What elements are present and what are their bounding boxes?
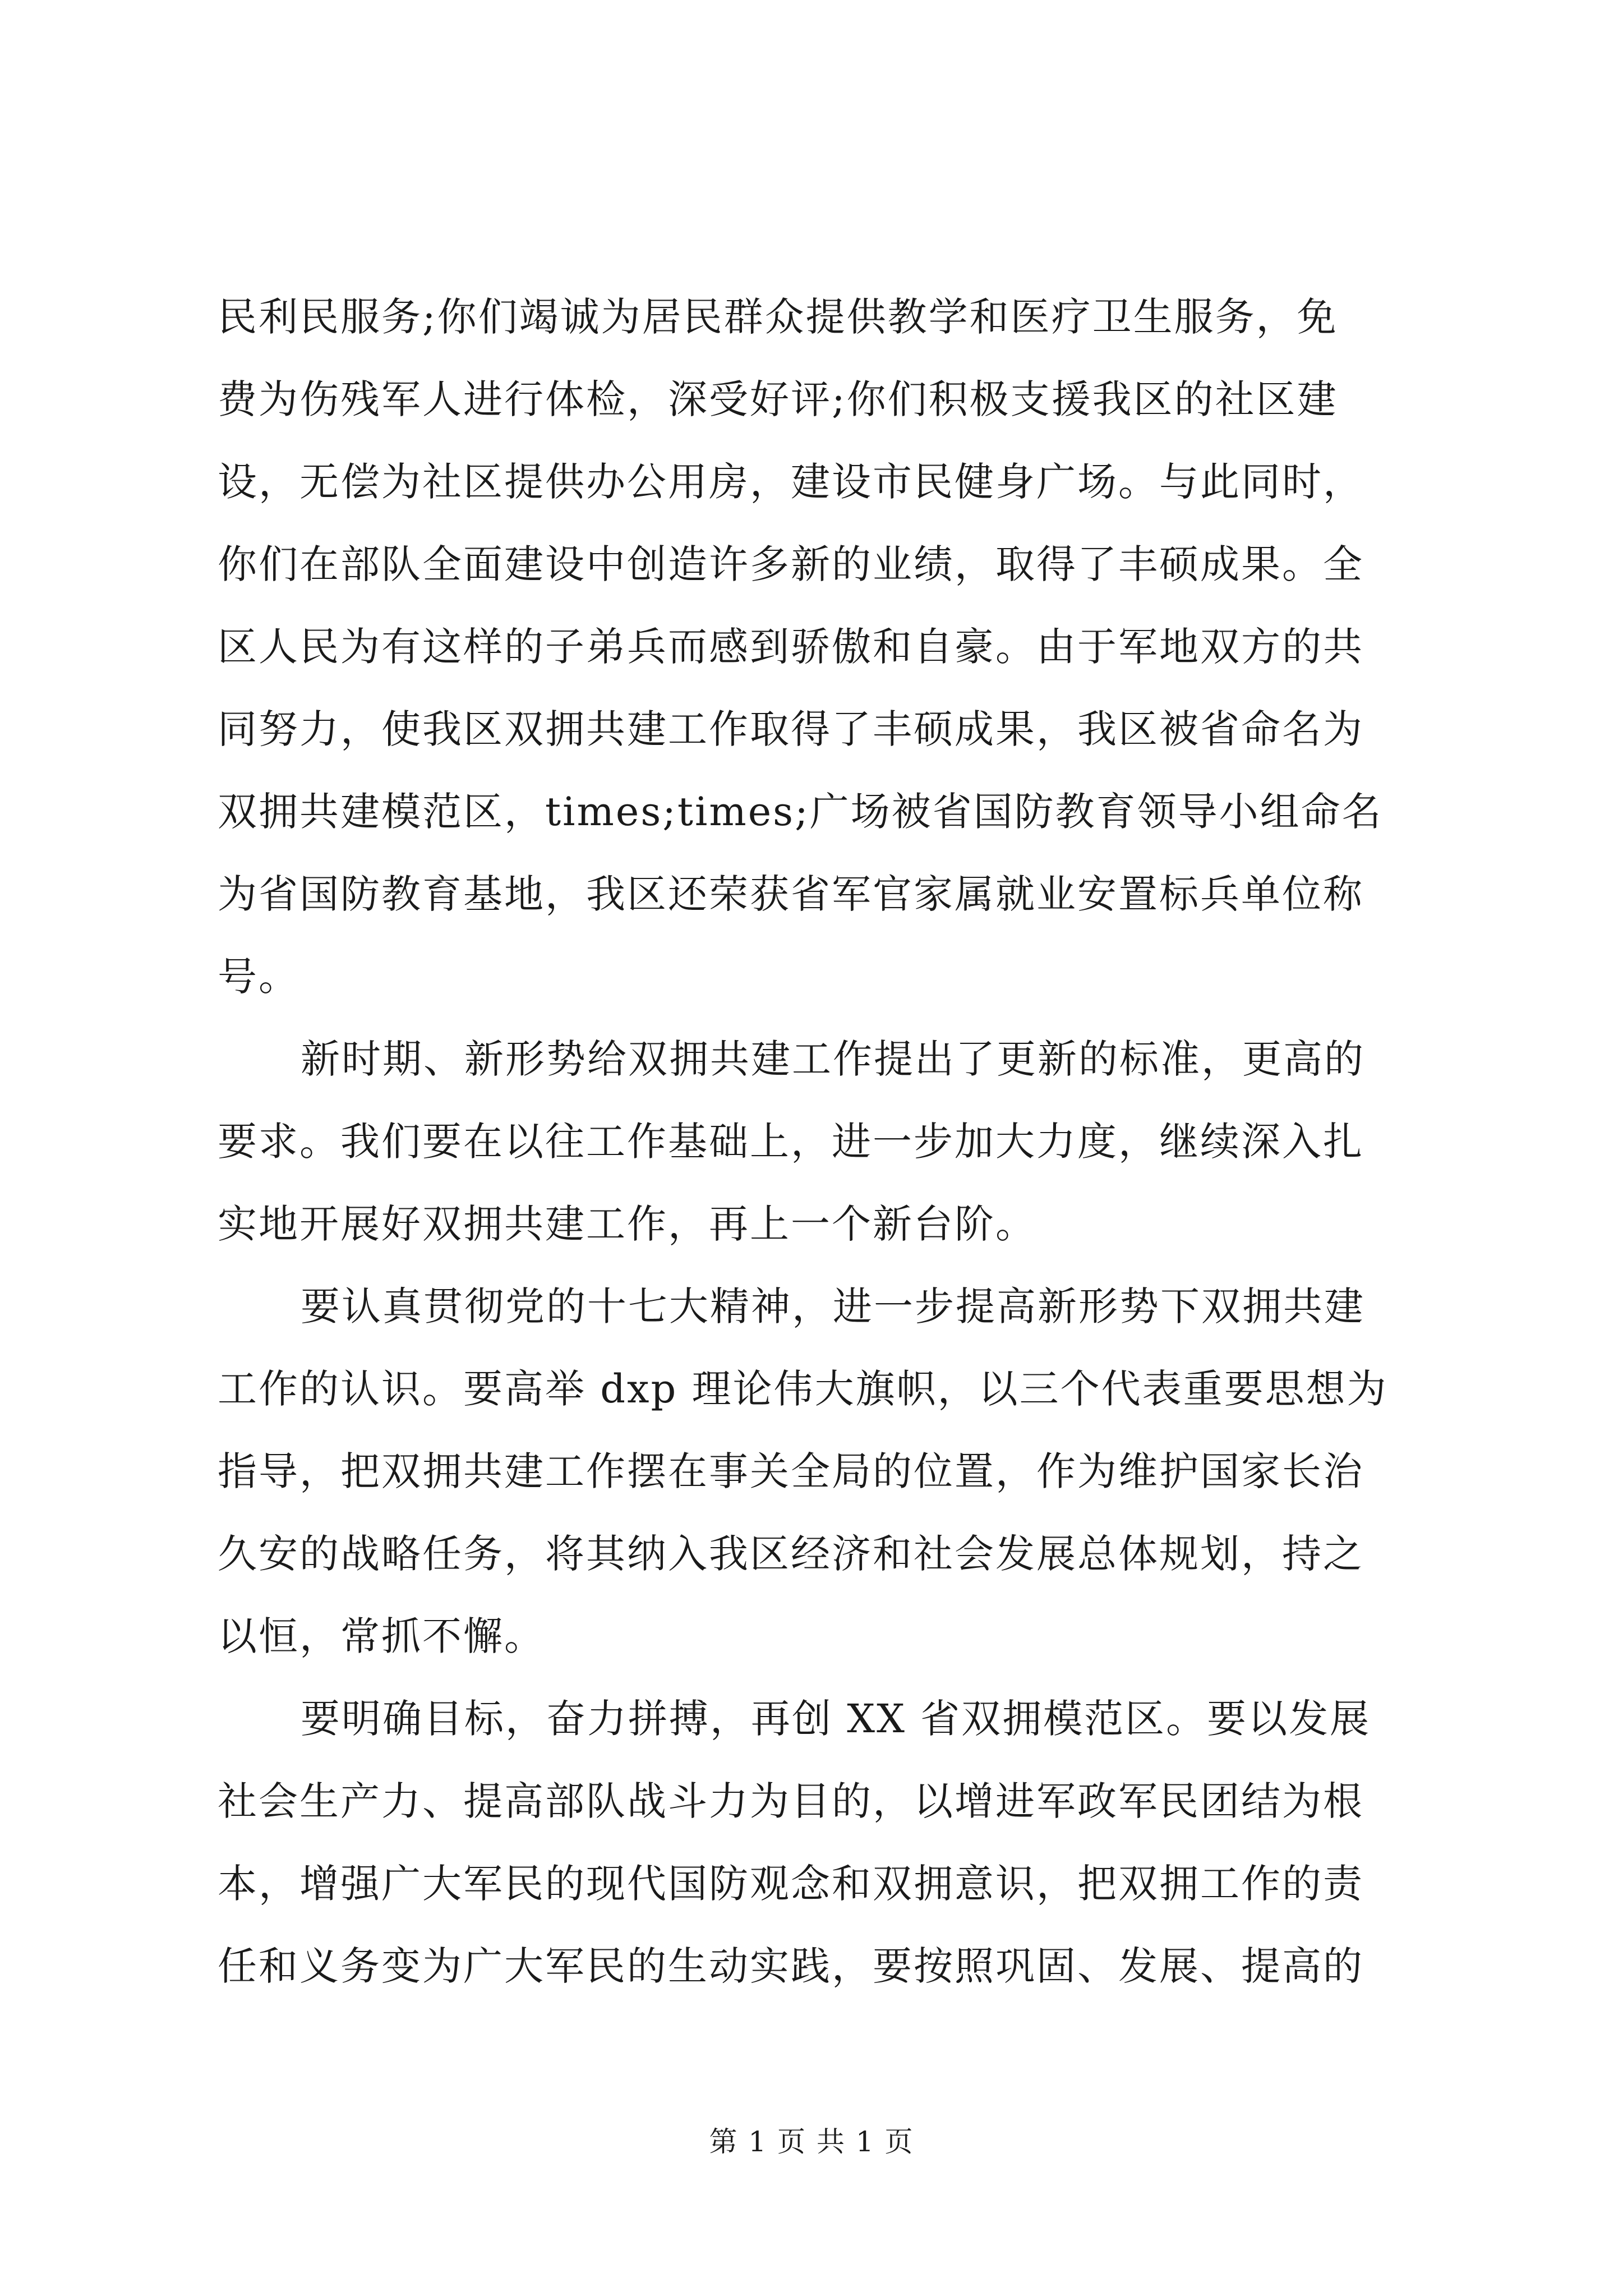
paragraph-start-line: 要明确目标，奋力拼搏，再创 XX 省双拥模范区。要以发展 <box>301 1696 1371 1742</box>
text-line: 久安的战略任务，将其纳入我区经济和社会发展总体规划，持之 <box>218 1531 1364 1577</box>
document-body <box>218 294 1418 2029</box>
text-line: 民利民服务;你们竭诚为居民群众提供教学和医疗卫生服务，免 <box>218 294 1338 340</box>
page-number-footer: 第 1 页 共 1 页 <box>709 2125 914 2158</box>
text-line: 双拥共建模范区，times;times;广场被省国防教育领导小组命名 <box>218 789 1383 835</box>
text-line: 工作的认识。要高举 dxp 理论伟大旗帜，以三个代表重要思想为 <box>218 1366 1388 1412</box>
text-line: 费为伤残军人进行体检，深受好评;你们积极支援我区的社区建 <box>218 376 1338 422</box>
text-line: 区人民为有这样的子弟兵而感到骄傲和自豪。由于军地双方的共 <box>218 624 1364 670</box>
text-line: 你们在部队全面建设中创造许多新的业绩，取得了丰硕成果。全 <box>218 541 1364 587</box>
text-line: 指导，把双拥共建工作摆在事关全局的位置，作为维护国家长治 <box>218 1448 1364 1494</box>
text-line: 实地开展好双拥共建工作，再上一个新台阶。 <box>218 1201 1036 1247</box>
text-line: 为省国防教育基地，我区还荣获省军官家属就业安置标兵单位称 <box>218 871 1364 917</box>
paragraph-start-line: 要认真贯彻党的十七大精神，进一步提高新形势下双拥共建 <box>301 1283 1365 1329</box>
text-line: 要求。我们要在以往工作基础上，进一步加大力度，继续深入扎 <box>218 1119 1364 1165</box>
paragraph-start-line: 新时期、新形势给双拥共建工作提出了更新的标准，更高的 <box>301 1036 1365 1082</box>
text-line: 任和义务变为广大军民的生动实践，要按照巩固、发展、提高的 <box>218 1943 1364 1989</box>
text-line: 号。 <box>218 954 299 1000</box>
text-line: 社会生产力、提高部队战斗力为目的，以增进军政军民团结为根 <box>218 1778 1364 1824</box>
text-line: 设，无偿为社区提供办公用房，建设市民健身广场。与此同时， <box>218 459 1364 505</box>
text-line: 本，增强广大军民的现代国防观念和双拥意识，把双拥工作的责 <box>218 1861 1364 1907</box>
text-line: 以恒，常抓不懈。 <box>218 1613 545 1659</box>
text-line: 同努力，使我区双拥共建工作取得了丰硕成果，我区被省命名为 <box>218 706 1364 752</box>
